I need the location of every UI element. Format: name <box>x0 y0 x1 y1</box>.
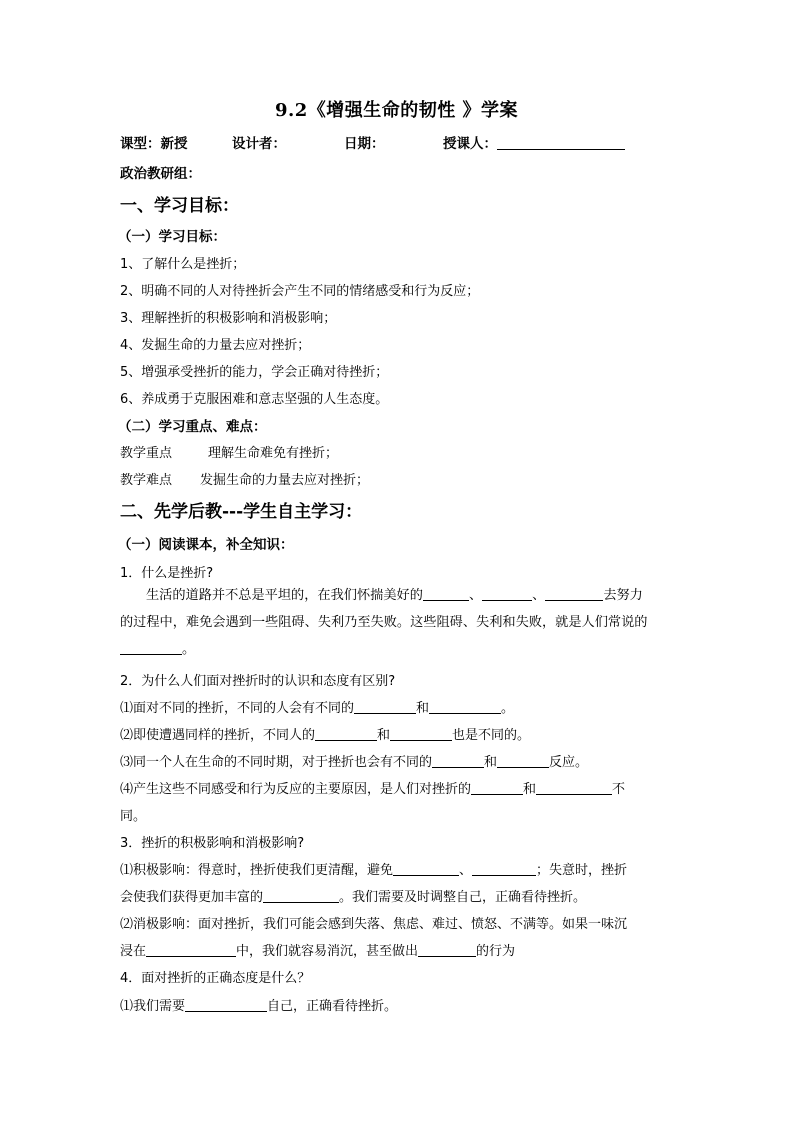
key-point-label: 教学重点 <box>120 446 173 461</box>
date-label: 日期： <box>344 136 385 152</box>
question-2-answer-1: ⑴面对不同的挫折，不同的人会有不同的 和 。 <box>120 701 515 716</box>
difficulty-label: 教学难点 <box>120 473 173 488</box>
key-point-text: 理解生命难免有挫折； <box>208 446 339 461</box>
question-2-answer-4: ⑷产生这些不同感受和行为反应的主要原因，是人们对挫折的 和 不 <box>120 782 626 797</box>
question-2-answer-2: ⑵即使遭遇同样的挫折，不同人的 和 也是不同的。 <box>120 728 531 743</box>
question-3-answer-1: ⑴积极影响：得意时，挫折使我们更清醒，避免 、 ；失意时，挫折 <box>120 863 628 878</box>
objective-item: 2、明确不同的人对待挫折会产生不同的情绪感受和行为反应； <box>120 284 480 299</box>
question-4-answer-1: ⑴我们需要 自己，正确看待挫折。 <box>120 999 398 1014</box>
answer-blank[interactable] <box>536 780 612 795</box>
answer-blank[interactable] <box>120 640 182 655</box>
question-3-answer-2-cont: 浸在 中，我们就容易消沉，甚至做出 的行为 <box>120 944 516 959</box>
question-4-title: 4．面对挫折的正确态度是什么？ <box>120 971 311 986</box>
answer-blank[interactable] <box>432 753 484 768</box>
objective-item: 6、养成勇于克服困难和意志坚强的人生态度。 <box>120 392 389 407</box>
question-2-answer-3: ⑶同一个人在生命的不同时期，对于挫折也会有不同的 和 反应。 <box>120 755 589 770</box>
objective-item: 1、了解什么是挫折； <box>120 257 246 272</box>
question-2-title: 2．为什么人们面对挫折时的认识和态度有区别? <box>120 674 396 689</box>
answer-blank[interactable] <box>482 586 532 601</box>
answer-blank[interactable] <box>354 699 416 714</box>
difficulty-row <box>120 469 369 488</box>
key-point-row <box>120 442 338 461</box>
section1-heading: 一、学习目标： <box>120 196 239 216</box>
group-label: 政治教研组： <box>120 166 201 182</box>
question-3-title: 3．挫折的积极影响和消极影响? <box>120 836 305 851</box>
answer-blank[interactable] <box>471 780 523 795</box>
objective-item: 5、增强承受挫折的能力，学会正确对待挫折； <box>120 365 389 380</box>
question-3-answer-1-cont: 会使我们获得更加丰富的 。我们需要及时调整自己，正确看待挫折。 <box>120 890 587 905</box>
answer-blank[interactable] <box>418 942 476 957</box>
answer-blank[interactable] <box>393 861 459 876</box>
page-title: 9.2《增强生命的韧性 》学案 <box>274 100 519 121</box>
course-type: 课型：新授 <box>120 136 188 152</box>
answer-blank[interactable] <box>315 726 377 741</box>
question-2-answer-4-cont: 同。 <box>120 809 147 824</box>
question-1-paragraph: 生活的道路并不总是平坦的，在我们怀揣美好的 、 、 去努力 的过程中，难免会遇到一些阻碍、失利乃至失败。这些阻碍、失利和失败，就是人们常说的 。 <box>120 588 648 657</box>
key-points-heading: （二）学习重点、难点： <box>118 419 267 435</box>
answer-blank[interactable] <box>545 586 603 601</box>
answer-blank[interactable] <box>263 888 339 903</box>
answer-blank[interactable] <box>146 942 236 957</box>
teacher-field <box>443 132 625 152</box>
answer-blank[interactable] <box>423 586 469 601</box>
question-3-answer-2: ⑵消极影响：面对挫折，我们可能会感到失落、焦虑、难过、愤怒、不满等。如果一味沉 <box>120 917 628 932</box>
objectives-heading: （一）学习目标： <box>118 229 226 245</box>
question-1-title: 1．什么是挫折? <box>120 566 214 581</box>
answer-blank[interactable] <box>429 699 501 714</box>
section2-heading: 二、先学后教---学生自主学习： <box>120 502 363 522</box>
objective-item: 4、发掘生命的力量去应对挫折； <box>120 338 311 353</box>
objective-item: 3、理解挫折的积极影响和消极影响； <box>120 311 337 326</box>
designer-label: 设计者： <box>232 136 286 152</box>
answer-blank[interactable] <box>390 726 452 741</box>
answer-blank[interactable] <box>497 753 549 768</box>
teacher-label: 授课人： <box>443 136 497 152</box>
reading-heading: （一）阅读课本，补全知识： <box>118 537 294 553</box>
difficulty-text: 发掘生命的力量去应对挫折； <box>200 473 370 488</box>
answer-blank[interactable] <box>472 861 536 876</box>
answer-blank[interactable] <box>185 997 267 1012</box>
teacher-blank <box>497 135 625 150</box>
